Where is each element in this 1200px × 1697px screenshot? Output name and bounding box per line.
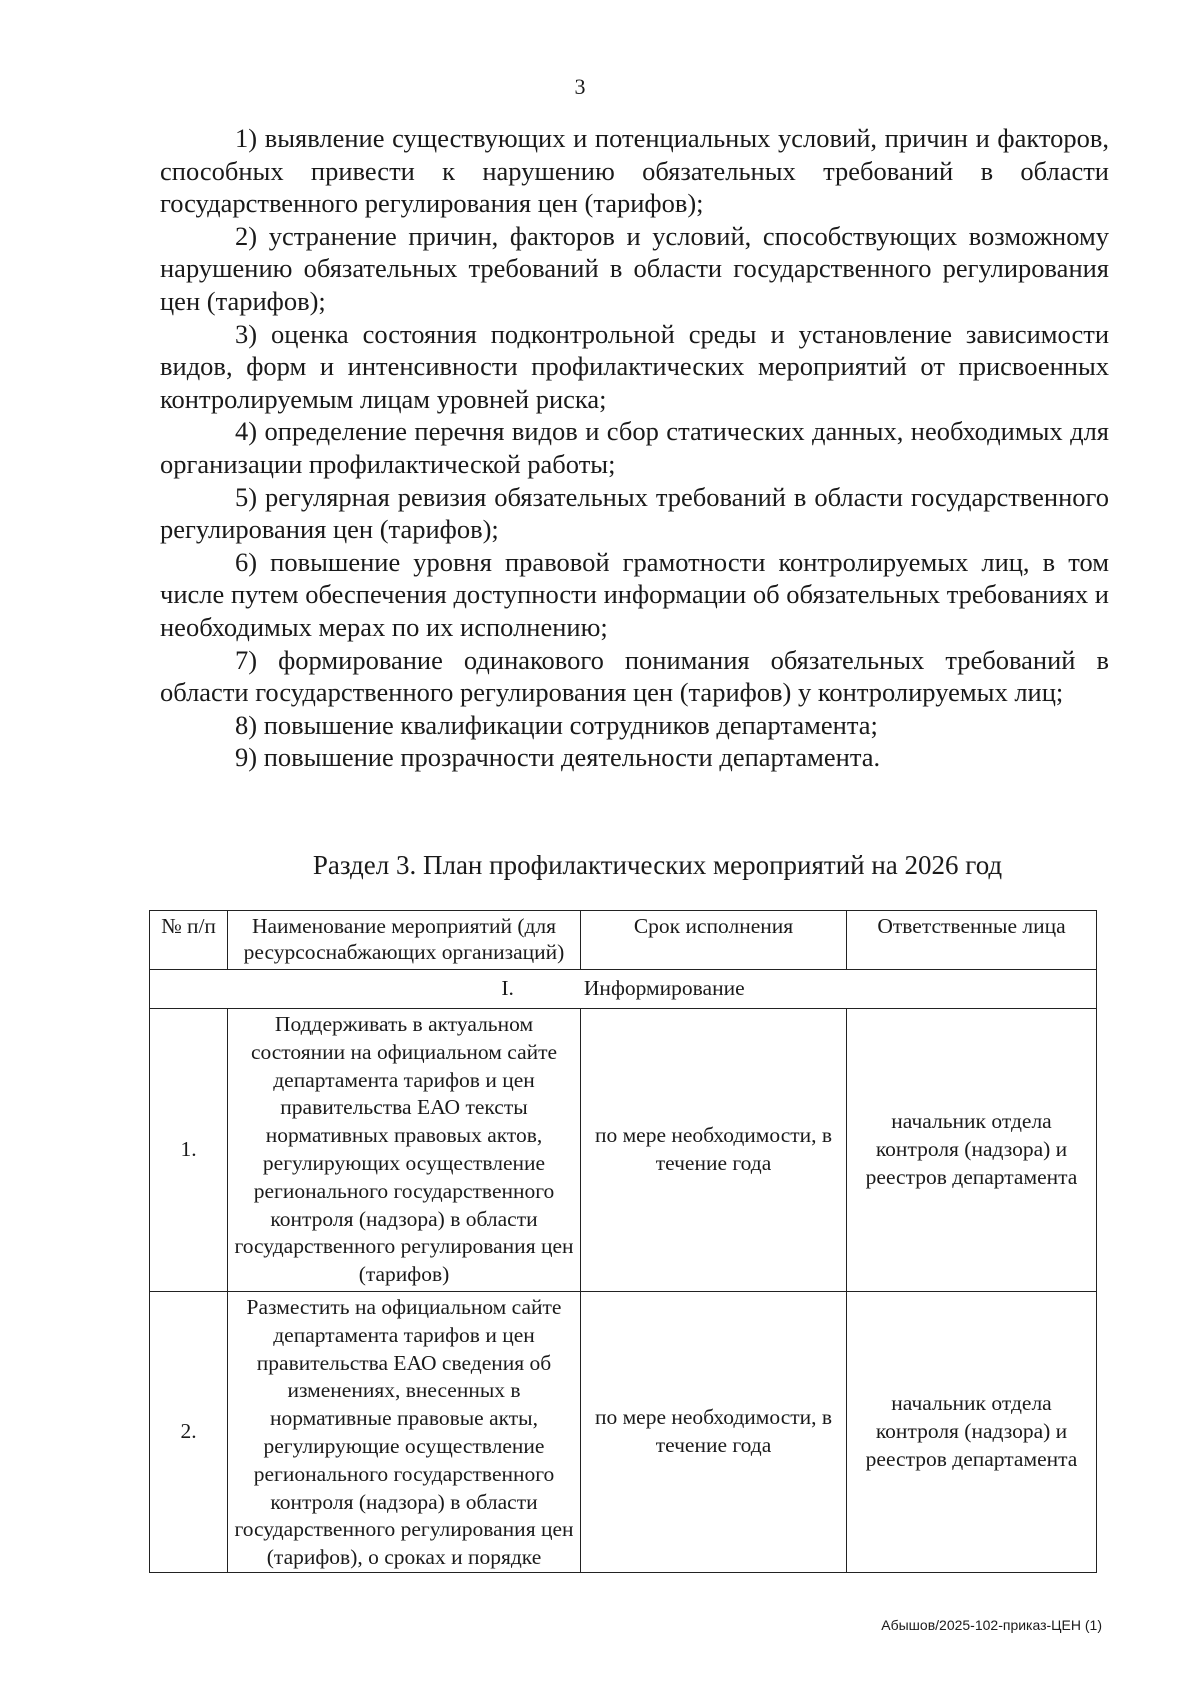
section-cell <box>150 970 1097 1009</box>
row-deadline: по мере необходимости, в течение года <box>581 1009 847 1292</box>
goal-paragraph: 1) выявление существующих и потенциальных условий, причин и факторов, способных привести к нарушению обязательных требований в области государственного регулирования цен (тарифов); <box>160 123 1109 219</box>
table-header-row <box>150 911 1097 970</box>
goal-paragraph: 9) повышение прозрачности деятельности департамента. <box>235 742 881 773</box>
goal-paragraph: 3) оценка состояния подконтрольной среды и установление зависимости видов, форм и интенсивности профилактических мероприятий от присвоенных контролируемым лицам уровней риска; <box>160 318 1109 414</box>
section-number: I. <box>501 976 514 1001</box>
goal-paragraph: 6) повышение уровня правовой грамотности контролируемых лиц, в том числе путем обеспечения доступности информации об обязательных требованиях и необходимых мерах по их исполнению; <box>160 546 1109 642</box>
header-num: № п/п <box>150 911 228 970</box>
goal-paragraph: 8) повышение квалификации сотрудников департамента; <box>235 709 878 740</box>
goals-list <box>160 122 1109 774</box>
table-row <box>150 1009 1097 1292</box>
goal-paragraph: 2) устранение причин, факторов и условий, способствующих возможному нарушению обязательных требований в области государственного регулирования цен (тарифов); <box>160 220 1109 316</box>
row-responsible: начальник отдела контроля (надзора) и реестров департамента <box>847 1292 1097 1573</box>
row-name: Поддерживать в актуальном состоянии на официальном сайте департамента тарифов и цен правительства ЕАО тексты нормативных правовых актов, регулирующих осуществление регионального государственного контроля (надзора) в области государственного регулирования цен (тарифов) <box>228 1009 581 1292</box>
section-title: Раздел 3. План профилактических мероприятий на 2026 год <box>312 850 1003 880</box>
table-section-row <box>150 970 1097 1009</box>
document-reference: Абышов/2025-102-приказ-ЦЕН (1) <box>881 1617 1102 1633</box>
plan-table <box>149 910 1097 1573</box>
row-num: 1. <box>150 1009 228 1292</box>
row-name: Разместить на официальном сайте департамента тарифов и цен правительства ЕАО сведения об изменениях, внесенных в нормативные правовые акты, регулирующие осуществление регионального государственного контроля (надзора) в области государственного регулирования цен (тарифов), о сроках и порядке <box>228 1292 581 1573</box>
goal-paragraph: 7) формирование одинакового понимания обязательных требований в области государственного регулирования цен (тарифов) у контролируемых лиц; <box>160 644 1109 708</box>
table-row <box>150 1292 1097 1573</box>
row-deadline: по мере необходимости, в течение года <box>581 1292 847 1573</box>
goal-paragraph: 4) определение перечня видов и сбор статических данных, необходимых для организации профилактической работы; <box>160 416 1109 479</box>
row-responsible: начальник отдела контроля (надзора) и реестров департамента <box>847 1009 1097 1292</box>
page-number: 3 <box>574 74 586 99</box>
header-deadline: Срок исполнения <box>581 911 847 970</box>
section-label: Информирование <box>583 976 745 1001</box>
goal-paragraph: 5) регулярная ревизия обязательных требований в области государственного регулирования цен (тарифов); <box>160 481 1109 545</box>
row-num: 2. <box>150 1292 228 1573</box>
header-responsible: Ответственные лица <box>847 911 1097 970</box>
header-name: Наименование мероприятий (для ресурсоснабжающих организаций) <box>228 911 581 970</box>
